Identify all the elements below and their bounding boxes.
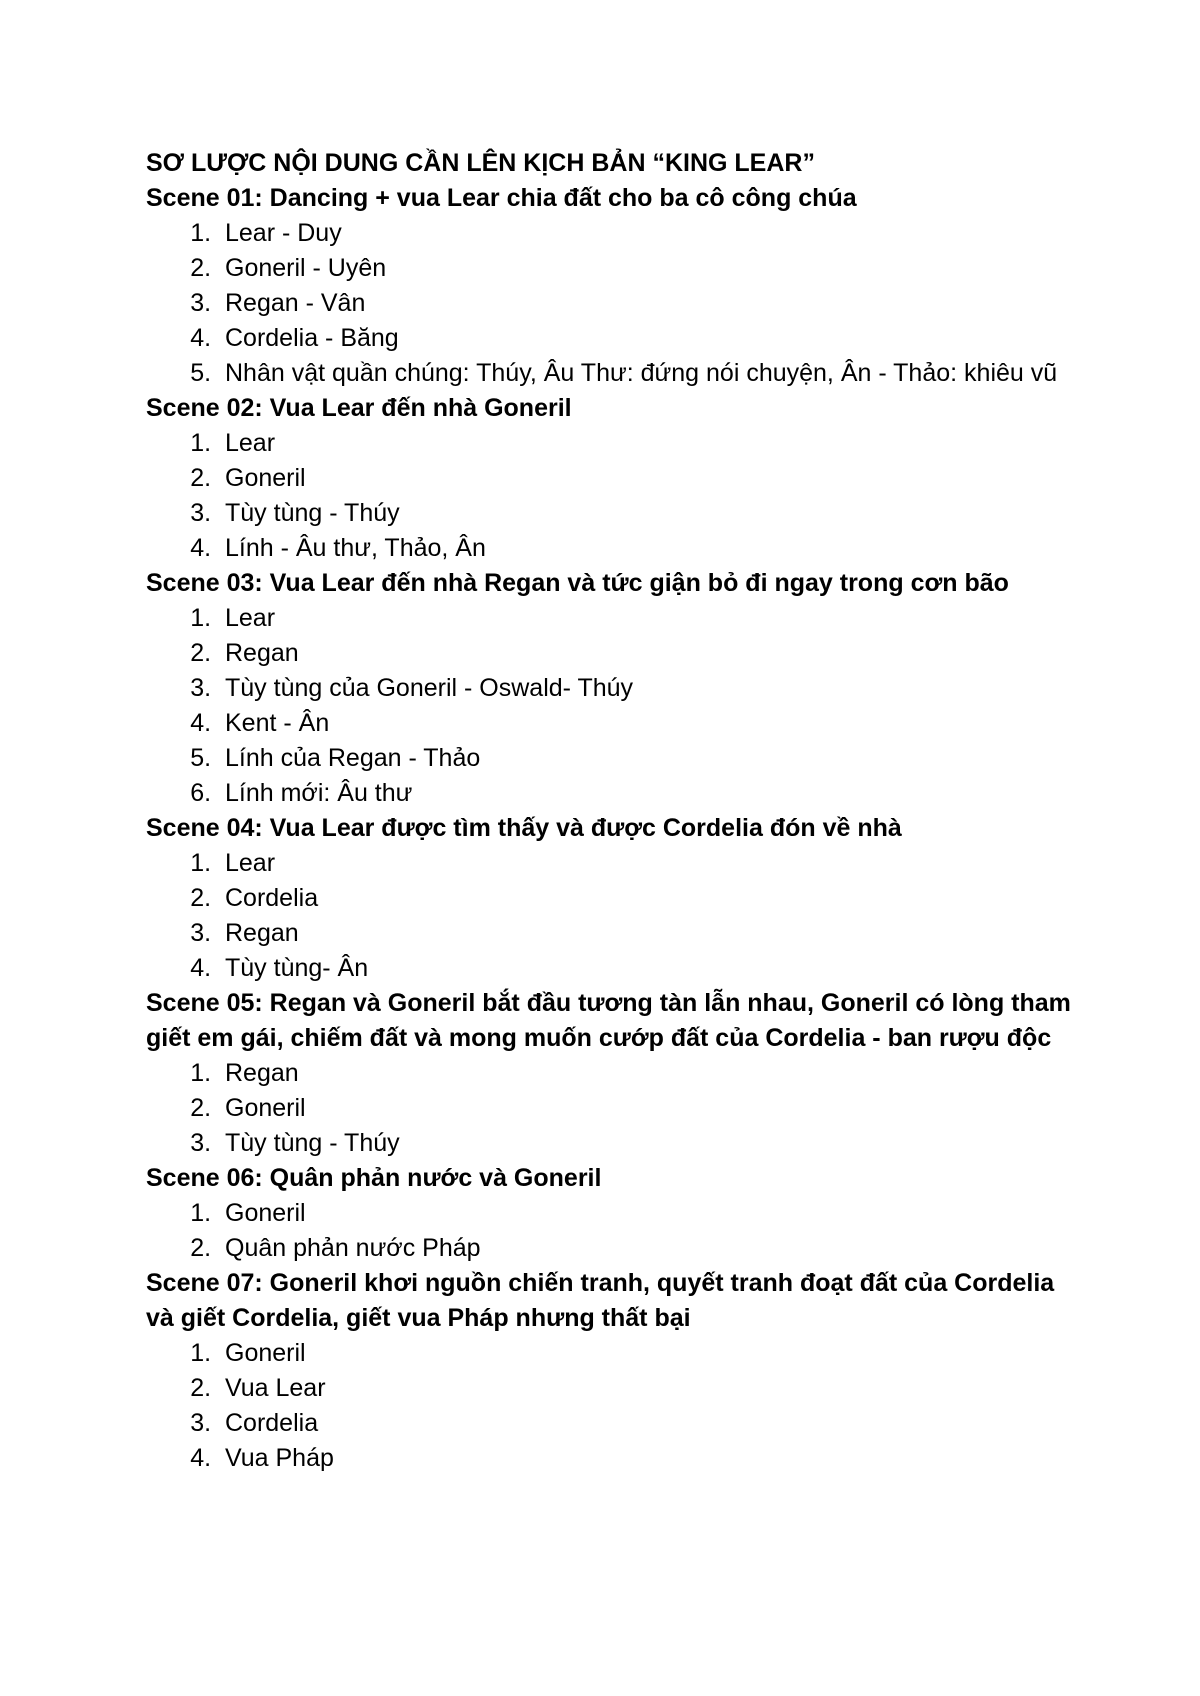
list-item: 2. Vua Lear [218, 1371, 1076, 1406]
list-item: 4. Vua Pháp [218, 1441, 1076, 1476]
scene-heading: Scene 05: Regan và Goneril bắt đầu tương tàn lẫn nhau, Goneril có lòng tham giết em gái, chiếm đất và mong muốn cướp đất của Cordelia - ban rượu độc [146, 989, 1071, 1052]
list-item: 2. Quân phản nước Pháp [218, 1231, 1076, 1266]
list-item: 1. Lear [218, 846, 1076, 881]
list-item: 1. Lear [218, 601, 1076, 636]
list-item: 4. Tùy tùng- Ân [218, 951, 1076, 986]
list-item: 2. Regan [218, 636, 1076, 671]
list-item: 1. Goneril [218, 1336, 1076, 1371]
scene-04 [146, 811, 1076, 986]
list-item: 3. Tùy tùng - Thúy [218, 1126, 1076, 1161]
scene-07 [146, 1266, 1076, 1476]
list-item: 2. Cordelia [218, 881, 1076, 916]
list-item: 2. Goneril - Uyên [218, 251, 1076, 286]
list-item: 2. Goneril [218, 1091, 1076, 1126]
scene-heading: Scene 03: Vua Lear đến nhà Regan và tức giận bỏ đi ngay trong cơn bão [146, 569, 1009, 597]
list-item: 3. Tùy tùng - Thúy [218, 496, 1076, 531]
list-item: 1. Lear [218, 426, 1076, 461]
document-title: SƠ LƯỢC NỘI DUNG CẦN LÊN KỊCH BẢN “KING LEAR” [146, 149, 815, 177]
list-item: 4. Lính - Âu thư, Thảo, Ân [218, 531, 1076, 566]
scene-02 [146, 391, 1076, 566]
scene-03 [146, 566, 1076, 811]
scene-heading: Scene 01: Dancing + vua Lear chia đất cho ba cô công chúa [146, 184, 857, 212]
cast-list [146, 601, 1076, 811]
cast-list [146, 1336, 1076, 1476]
list-item: 3. Regan - Vân [218, 286, 1076, 321]
list-item: 4. Kent - Ân [218, 706, 1076, 741]
scene-heading: Scene 07: Goneril khơi nguồn chiến tranh, quyết tranh đoạt đất của Cordelia và giết Cordelia, giết vua Pháp nhưng thất bại [146, 1269, 1055, 1332]
list-item: 3. Cordelia [218, 1406, 1076, 1441]
scene-06 [146, 1161, 1076, 1266]
cast-list [146, 1196, 1076, 1266]
cast-list [146, 216, 1076, 391]
scene-01 [146, 181, 1076, 391]
list-item: 4. Cordelia - Băng [218, 321, 1076, 356]
list-item: 5. Nhân vật quần chúng: Thúy, Âu Thư: đứng nói chuyện, Ân - Thảo: khiêu vũ [218, 356, 1076, 391]
list-item: 1. Lear - Duy [218, 216, 1076, 251]
list-item: 1. Regan [218, 1056, 1076, 1091]
cast-list [146, 426, 1076, 566]
list-item: 3. Regan [218, 916, 1076, 951]
list-item: 6. Lính mới: Âu thư [218, 776, 1076, 811]
document-page [146, 146, 1076, 1476]
list-item: 1. Goneril [218, 1196, 1076, 1231]
list-item: 5. Lính của Regan - Thảo [218, 741, 1076, 776]
cast-list [146, 846, 1076, 986]
scene-heading: Scene 04: Vua Lear được tìm thấy và được Cordelia đón về nhà [146, 814, 902, 842]
scene-heading: Scene 02: Vua Lear đến nhà Goneril [146, 394, 572, 422]
list-item: 3. Tùy tùng của Goneril - Oswald- Thúy [218, 671, 1076, 706]
cast-list [146, 1056, 1076, 1161]
scene-05 [146, 986, 1076, 1161]
scene-heading: Scene 06: Quân phản nước và Goneril [146, 1164, 602, 1192]
list-item: 2. Goneril [218, 461, 1076, 496]
